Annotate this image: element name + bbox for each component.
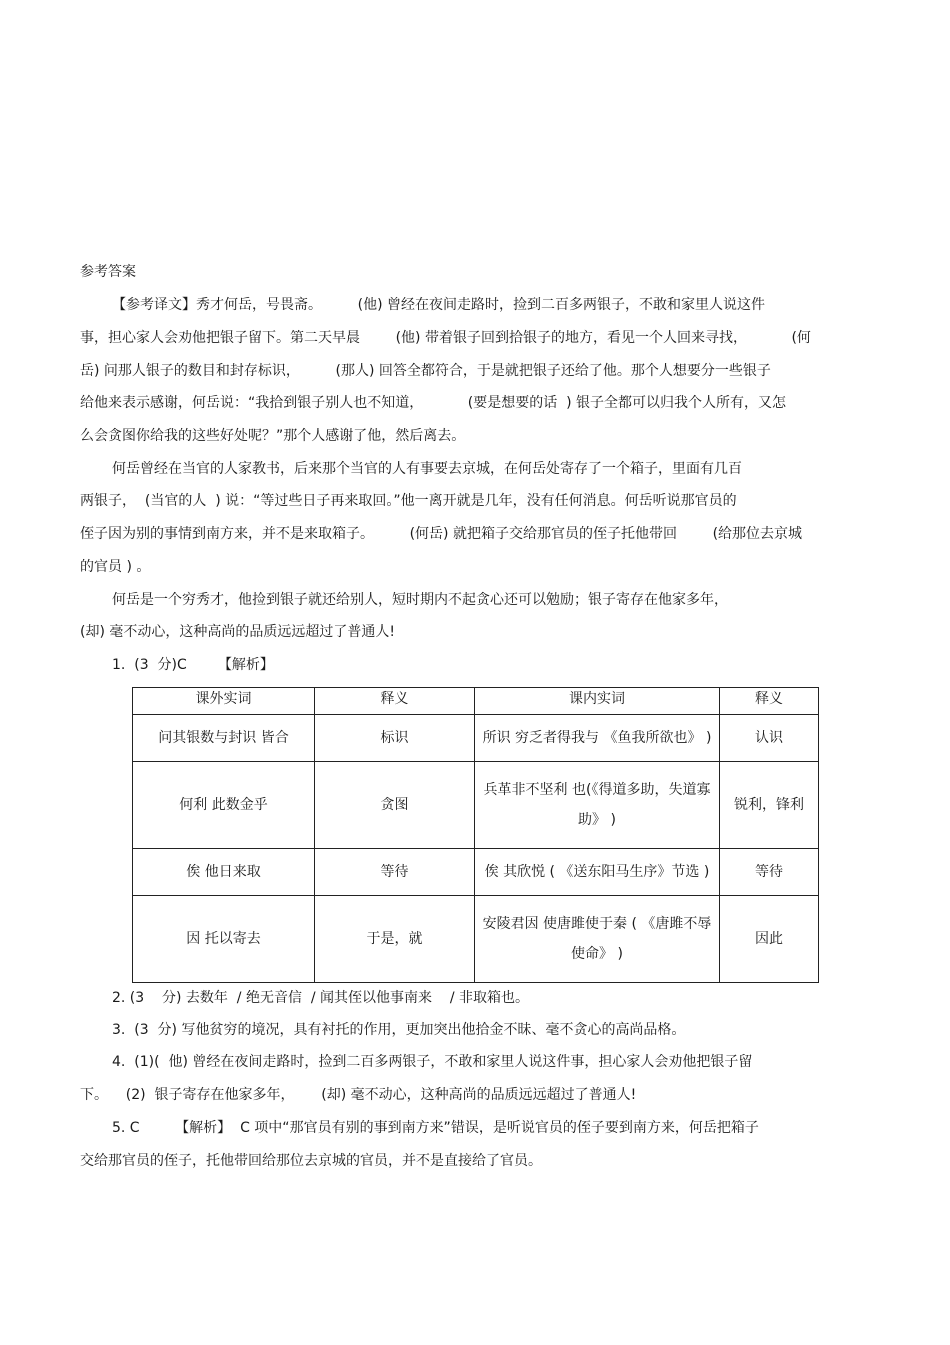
table-row [133, 715, 819, 762]
translation-line-1: 【参考译文】秀才何岳，号畏斋。 (他) 曾经在夜间走路时，捡到二百多两银子，不敢和家里人说这件 [112, 297, 765, 313]
table-cell: 所识 穷乏者得我与 《鱼我所欲也》 ) [475, 715, 720, 762]
table-cell: 因 托以寄去 [133, 895, 315, 982]
translation-line-4: 给他来表示感谢，何岳说：“我拾到银子别人也不知道， (要是想要的话 ) 银子全都可以归我个人所有，又怎 [80, 395, 787, 411]
table-cell: 问其银数与封识 皆合 [133, 715, 315, 762]
table-row [133, 895, 819, 982]
table-row [133, 848, 819, 895]
translation-line-11: (却) 毫不动心，这种高尚的品质远远超过了普通人! [80, 624, 395, 640]
translation-line-10: 何岳是一个穷秀才，他捡到银子就还给别人，短时期内不起贪心还可以勉励；银子寄存在他家多年， [112, 592, 728, 608]
answer-4-line-2: 下。 (2) 银子寄存在他家多年， (却) 毫不动心，这种高尚的品质远远超过了普通人! [80, 1087, 637, 1103]
table-header: 释义 [720, 688, 819, 715]
translation-line-5: 么会贪图你给我的这些好处呢？”那个人感谢了他，然后离去。 [80, 428, 466, 444]
translation-line-8: 侄子因为别的事情到南方来，并不是来取箱子。 (何岳) 就把箱子交给那官员的侄子托他带回 (给那位去京城 [80, 526, 803, 542]
table-header: 课外实词 [133, 688, 315, 715]
answer-5-line-2: 交给那官员的侄子，托他带回给那位去京城的官员，并不是直接给了官员。 [80, 1153, 542, 1169]
table-cell: 俟 其欣悦 ( 《送东阳马生序》节选 ) [475, 848, 720, 895]
table-cell: 认识 [720, 715, 819, 762]
translation-line-2: 事，担心家人会劝他把银子留下。第二天早晨 (他) 带着银子回到拾银子的地方，看见一个人回来寻找， (何 [80, 330, 811, 346]
table-cell: 俟 他日来取 [133, 848, 315, 895]
translation-line-9: 的官员 ) 。 [80, 559, 151, 575]
question-1-label: 1. (3 分)C 【解析】 [112, 657, 274, 673]
table-header: 释义 [315, 688, 475, 715]
table-cell: 标识 [315, 715, 475, 762]
table-cell: 贪图 [315, 761, 475, 848]
table-header-row [133, 688, 819, 715]
table-row [133, 761, 819, 848]
vocabulary-table [132, 687, 819, 983]
answer-2: 2. (3 分) 去数年 / 绝无音信 / 闻其侄以他事南来 / 非取箱也。 [112, 990, 529, 1006]
translation-line-3: 岳) 问那人银子的数目和封存标识， (那人) 回答全都符合，于是就把银子还给了他。那个人想要分一些银子 [80, 363, 771, 379]
translation-line-6: 何岳曾经在当官的人家教书，后来那个当官的人有事要去京城，在何岳处寄存了一个箱子，里面有几百 [112, 461, 742, 477]
answer-heading: 参考答案 [80, 264, 136, 280]
table-cell: 安陵君因 使唐雎使于秦 ( 《唐雎不辱使命》 ) [475, 895, 720, 982]
table-cell: 于是，就 [315, 895, 475, 982]
answer-5-line-1: 5. C 【解析】 C 项中“那官员有别的事到南方来”错误，是听说官员的侄子要到南方来，何岳把箱子 [112, 1120, 759, 1136]
table-cell: 等待 [315, 848, 475, 895]
table-cell: 因此 [720, 895, 819, 982]
table-header: 课内实词 [475, 688, 720, 715]
table-cell: 何利 此数金乎 [133, 761, 315, 848]
table-cell: 锐利，锋利 [720, 761, 819, 848]
table-cell: 兵革非不坚利 也(《得道多助，失道寡助》 ) [475, 761, 720, 848]
answer-4-line-1: 4. (1)( 他) 曾经在夜间走路时，捡到二百多两银子，不敢和家里人说这件事，担心家人会劝他把银子留 [112, 1054, 753, 1070]
answer-3: 3. (3 分) 写他贫穷的境况，具有衬托的作用，更加突出他拾金不昧、毫不贪心的高尚品格。 [112, 1022, 686, 1038]
table-cell: 等待 [720, 848, 819, 895]
translation-line-7: 两银子， (当官的人 ) 说：“等过些日子再来取回。”他一离开就是几年，没有任何消息。何岳听说那官员的 [80, 493, 737, 509]
